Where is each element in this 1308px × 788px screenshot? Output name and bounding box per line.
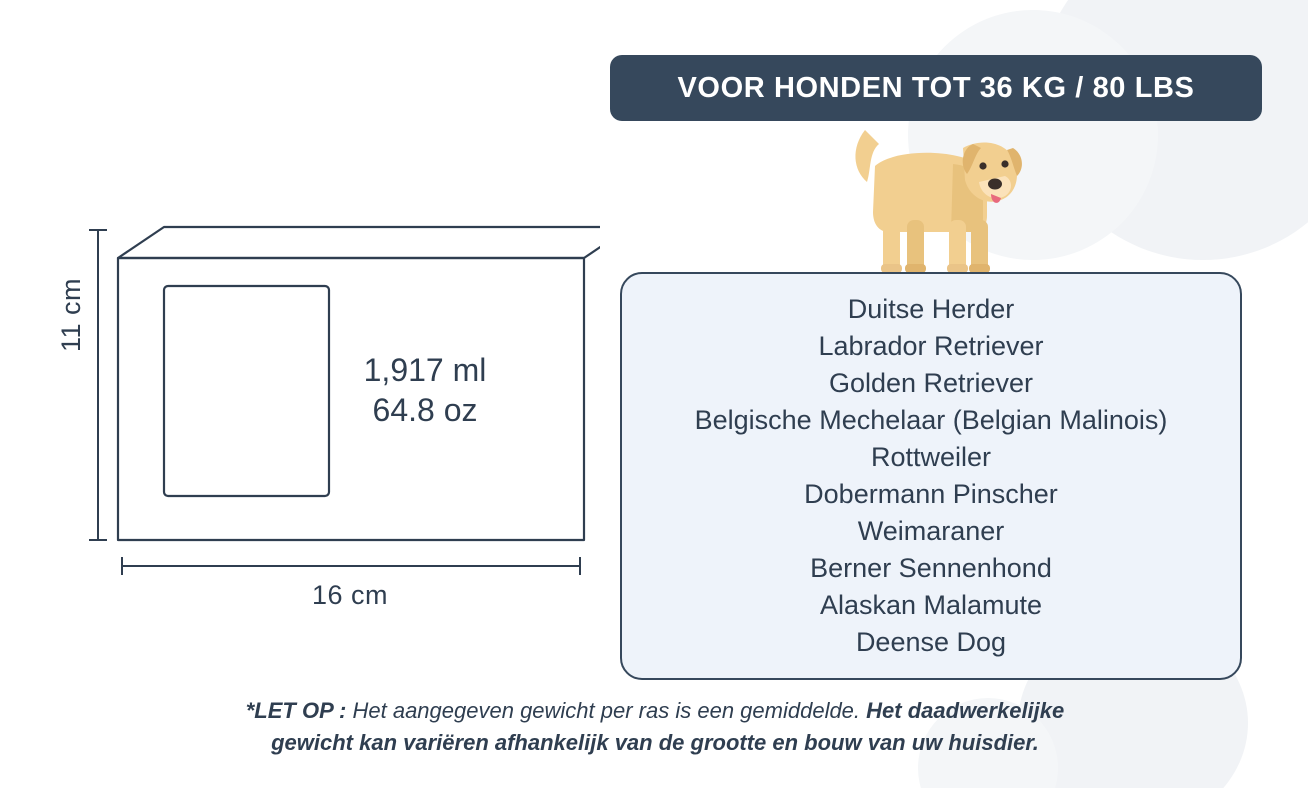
footnote-line-2 bbox=[180, 727, 1130, 759]
breed-item: Dobermann Pinscher bbox=[804, 479, 1058, 509]
footnote-label: *LET OP : bbox=[245, 698, 347, 723]
weight-banner bbox=[610, 55, 1262, 121]
breed-item: Belgische Mechelaar (Belgian Malinois) bbox=[694, 405, 1168, 436]
box-volume bbox=[300, 350, 550, 430]
footnote-line-1 bbox=[180, 695, 1130, 727]
box-height-label: 11 cm bbox=[56, 277, 86, 352]
breed-item: Golden Retriever bbox=[828, 368, 1034, 399]
weight-banner-text: VOOR HONDEN TOT 36 KG / 80 LBS bbox=[677, 71, 1195, 104]
breed-item: Duitse Herder bbox=[847, 294, 1015, 325]
box-width-label: 16 cm bbox=[311, 580, 389, 610]
breed-item: Deense Dog bbox=[855, 626, 1007, 657]
breed-item: Rottweiler bbox=[870, 442, 992, 473]
footnote bbox=[180, 695, 1130, 759]
breed-item: Weimaraner bbox=[857, 515, 1005, 546]
footnote-normal-text: Het aangegeven gewicht per ras is een gemiddelde. bbox=[346, 698, 867, 723]
breed-item: Alaskan Malamute bbox=[819, 589, 1043, 620]
dog-icon bbox=[845, 108, 1035, 278]
breed-item: Berner Sennenhond bbox=[810, 552, 1052, 583]
footnote-bold-text: Het daadwerkelijke bbox=[866, 698, 1065, 723]
dog-illustration-svg bbox=[845, 108, 1035, 278]
volume-ml: 1,917 ml bbox=[363, 352, 487, 388]
footnote-bold-text-2: gewicht kan variëren afhankelijk van de grootte en bouw van uw huisdier. bbox=[271, 729, 1039, 755]
breed-item: Labrador Retriever bbox=[818, 331, 1044, 362]
breed-list-panel bbox=[620, 272, 1242, 680]
volume-oz: 64.8 oz bbox=[372, 392, 478, 428]
